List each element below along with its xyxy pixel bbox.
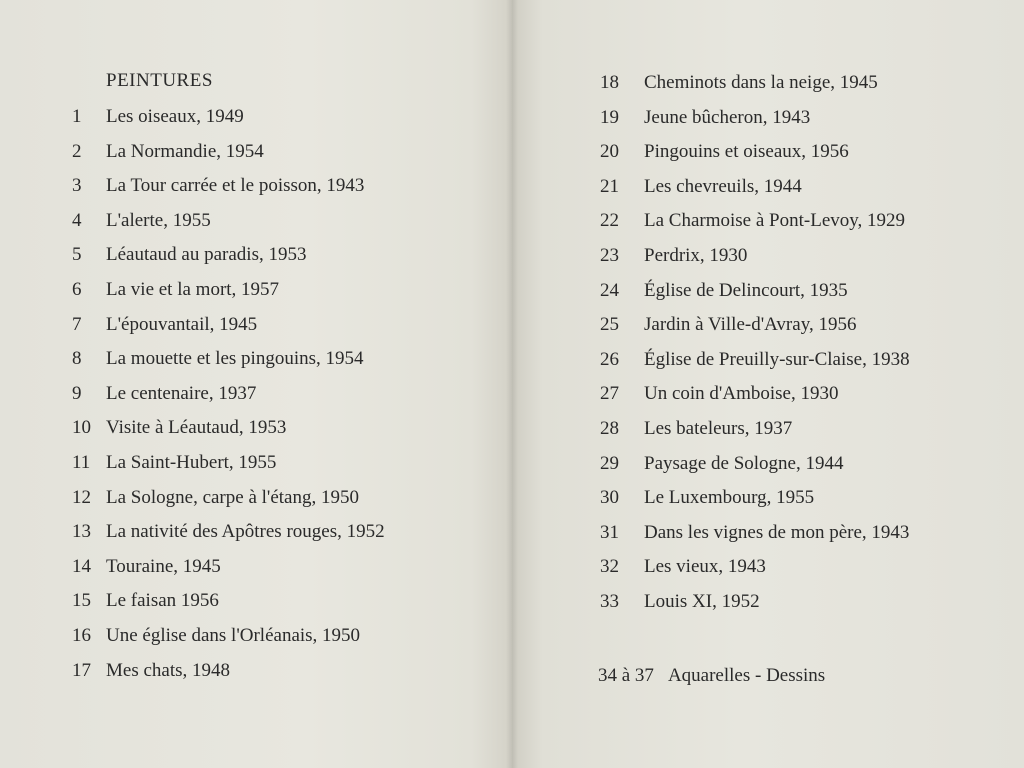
list-item-number: 18 xyxy=(600,72,619,93)
list-item-title: Dans les vignes de mon père, 1943 xyxy=(644,521,910,543)
list-item-number: 2 xyxy=(72,140,82,162)
list-item-number: 5 xyxy=(72,244,82,266)
list-item-number: 23 xyxy=(600,245,619,266)
list-item-title: Le centenaire, 1937 xyxy=(106,382,257,404)
list-item-title: La Normandie, 1954 xyxy=(106,140,264,162)
list-item-title: L'épouvantail, 1945 xyxy=(106,313,258,335)
list-item-number: 22 xyxy=(600,210,619,232)
list-item-number: 14 xyxy=(72,555,91,577)
list-item-title: Mes chats, 1948 xyxy=(106,659,231,681)
list-item-number: 29 xyxy=(600,452,619,474)
list-item-title: Léautaud au paradis, 1953 xyxy=(106,244,307,266)
list-item-title: Les bateleurs, 1937 xyxy=(644,418,793,439)
list-item-number: 8 xyxy=(72,348,82,370)
list-item-number: 15 xyxy=(72,590,91,612)
list-item-number: 31 xyxy=(600,521,619,543)
list-item-title: Église de Preuilly-sur-Claise, 1938 xyxy=(644,348,910,370)
list-item-number: 30 xyxy=(600,487,619,509)
list-item-number: 6 xyxy=(72,279,82,300)
footer-entry-number: 34 à 37 xyxy=(598,665,654,686)
footer-entry xyxy=(598,665,825,687)
list-item-number: 3 xyxy=(72,175,82,197)
list-item-title: La Saint-Hubert, 1955 xyxy=(106,452,277,473)
list-item-number: 25 xyxy=(600,314,619,336)
list-item-number: 16 xyxy=(72,625,91,646)
section-heading: PEINTURES xyxy=(106,70,213,91)
list-item-number: 10 xyxy=(72,417,91,439)
list-item-title: La vie et la mort, 1957 xyxy=(106,279,280,300)
list-item-number: 11 xyxy=(72,452,91,473)
list-item-title: La mouette et les pingouins, 1954 xyxy=(106,348,364,370)
list-item-number: 27 xyxy=(600,383,619,405)
list-item-title: La Sologne, carpe à l'étang, 1950 xyxy=(106,486,359,508)
list-item-number: 32 xyxy=(600,556,619,578)
list-item-title: La Tour carrée et le poisson, 1943 xyxy=(106,175,365,197)
list-item-number: 13 xyxy=(72,521,91,543)
list-item-title: Une église dans l'Orléanais, 1950 xyxy=(106,625,361,646)
list-item-title: Les vieux, 1943 xyxy=(644,556,766,578)
list-item-title: Perdrix, 1930 xyxy=(644,245,748,266)
list-item-number: 4 xyxy=(72,209,82,231)
list-item-number: 20 xyxy=(600,141,619,163)
list-item-title: La Charmoise à Pont-Levoy, 1929 xyxy=(644,210,906,232)
list-item-title: Les oiseaux, 1949 xyxy=(106,106,244,127)
list-item-number: 19 xyxy=(600,106,619,128)
list-item-title: Visite à Léautaud, 1953 xyxy=(106,417,287,439)
list-item-number: 7 xyxy=(72,313,82,335)
list-item-title: La nativité des Apôtres rouges, 1952 xyxy=(106,521,385,543)
list-item-title: Un coin d'Amboise, 1930 xyxy=(644,383,839,405)
list-item-number: 1 xyxy=(72,106,82,127)
list-item-title: Église de Delincourt, 1935 xyxy=(644,279,848,301)
list-item-number: 12 xyxy=(72,486,91,508)
list-item-title: Jardin à Ville-d'Avray, 1956 xyxy=(644,314,857,336)
list-item-title: Louis XI, 1952 xyxy=(644,591,760,612)
list-item-title: Le faisan 1956 xyxy=(106,590,219,612)
list-item-number: 9 xyxy=(72,382,82,404)
list-item-title: Pingouins et oiseaux, 1956 xyxy=(644,141,849,163)
list-item-title: Le Luxembourg, 1955 xyxy=(644,487,815,509)
list-item-title: Touraine, 1945 xyxy=(106,555,221,577)
list-item-title: Les chevreuils, 1944 xyxy=(644,175,802,197)
book-gutter xyxy=(506,0,518,768)
list-item-number: 28 xyxy=(600,418,619,439)
list-item-number: 17 xyxy=(72,659,91,681)
footer-entry-title: Aquarelles - Dessins xyxy=(667,665,826,686)
list-item-number: 33 xyxy=(600,591,619,612)
list-item-number: 21 xyxy=(600,175,619,197)
list-item-title: Paysage de Sologne, 1944 xyxy=(644,452,844,474)
list-item-title: Jeune bûcheron, 1943 xyxy=(644,106,811,128)
list-item-title: Cheminots dans la neige, 1945 xyxy=(644,72,878,93)
list-item-number: 24 xyxy=(600,279,619,301)
list-item-number: 26 xyxy=(600,348,619,370)
list-item-title: L'alerte, 1955 xyxy=(106,209,211,231)
